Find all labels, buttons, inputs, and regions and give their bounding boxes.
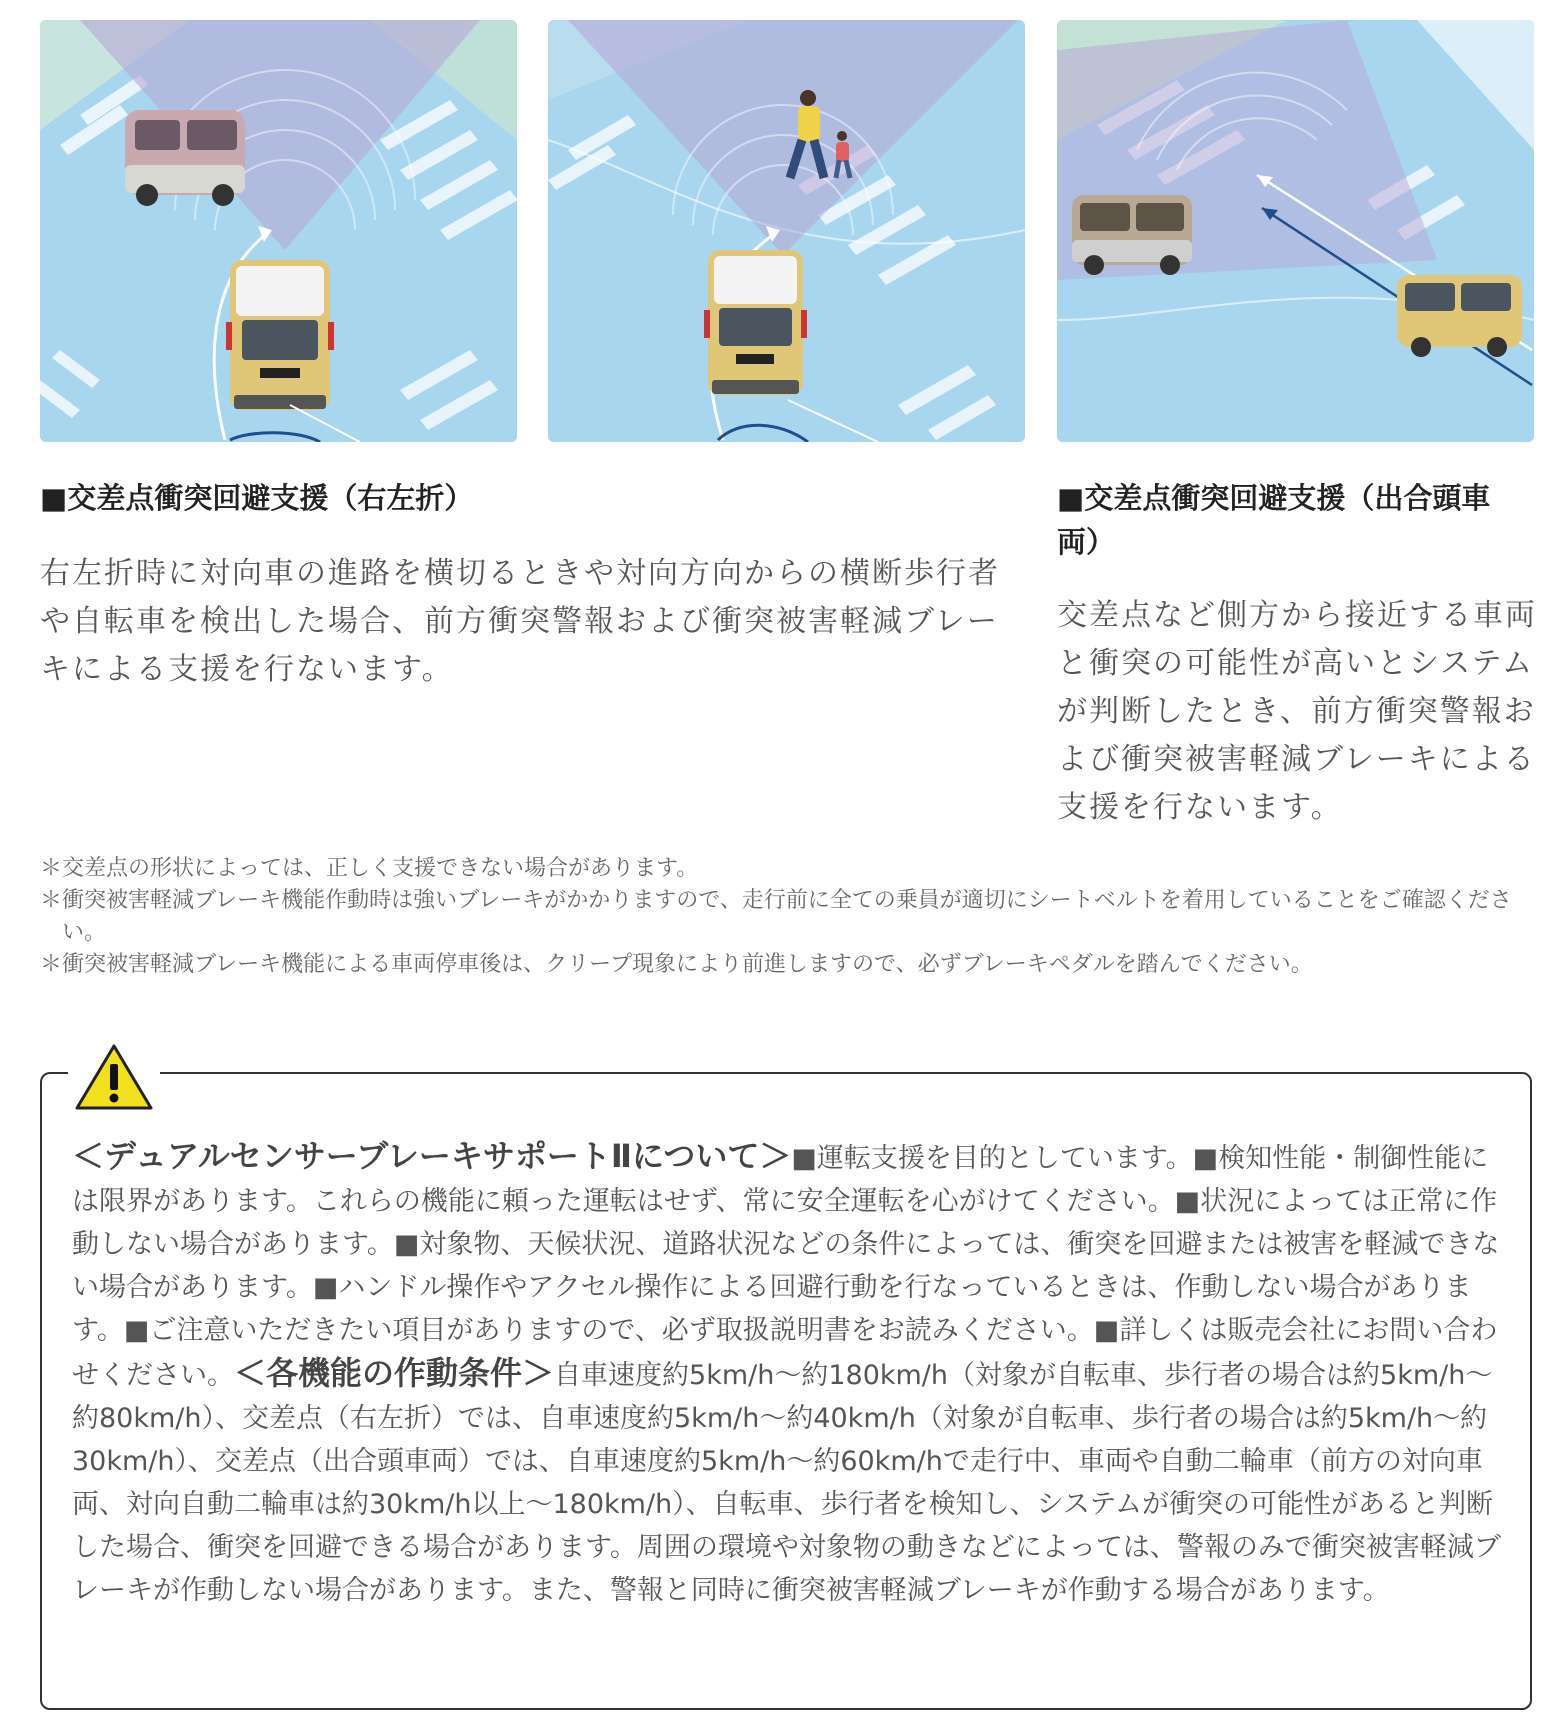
footnote: ＊衝突被害軽減ブレーキ機能作動時は強いブレーキがかかりますので、走行前に全ての乗員が適切にシートベルトを着用していることをご確認ください。: [40, 888, 1512, 945]
warning-text-conditions: 自車速度約5km/h～約180km/h（対象が自転車、歩行者の場合は約5km/h～約80km/h）、交差点（右左折）では、自車速度約5km/h～約40km/h（対象が自転車、歩行者の場合は約5km/h～約30km/h）、交差点（出合頭車両）では、自車速度約5km/h～約60km/hで走行中、車両や自動二輪車（前方の対向車両、対向自動二輪車は約30km/h以上～180km/h）、自転車、歩行者を検知し、システムが衝突の可能性があると判断した場合、衝突を回避できる場合があります。周囲の環境や対象物の動きなどによっては、警報のみで衝突被害軽減ブレーキが作動しない場合があります。また、警報と同時に衝突被害軽減ブレーキが作動する場合があります。: [72, 1360, 1501, 1606]
warning-title-conditions: ＜各機能の作動条件＞: [234, 1354, 555, 1392]
section-body-crossing-vehicle: 交差点など側方から接近する車両と衝突の可能性が高いとシステムが判断したとき、前方衝突警報および衝突被害軽減ブレーキによる支援を行ないます。: [1057, 598, 1537, 825]
figure-crossing-vehicle: [1057, 20, 1534, 442]
figure-right-turn-oncoming-car: [40, 20, 517, 442]
warning-content: [72, 1135, 1502, 1612]
warning-text-dual-sensor: ■運転支援を目的としています。■検知性能・制御性能には限界があります。これらの機能に頼った運転はせず、常に安全運転を心がけてください。■状況によっては正常に作動しない場合があります。■対象物、天候状況、道路状況などの条件によっては、衝突を回避または被害を軽減できない場合があります。■ハンドル操作やアクセル操作による回避行動を行なっているときは、作動しない場合があります。■ご注意いただきたい項目がありますので、必ず取扱説明書をお読みください。■詳しくは販売会社にお問い合わせください。: [72, 1143, 1500, 1391]
footnote: ＊衝突被害軽減ブレーキ機能による車両停車後は、クリープ現象により前進しますので、必ずブレーキペダルを踏んでください。: [40, 952, 1313, 977]
figure-right-turn-pedestrian: [548, 20, 1025, 442]
right-turn-pedestrian-illustration: [548, 20, 1025, 442]
section-heading-right-turn: ■交差点衝突回避支援（右左折）: [40, 481, 474, 515]
footnote: ＊交差点の形状によっては、正しく支援できない場合があります。: [40, 856, 699, 881]
right-turn-oncoming-car-illustration: [40, 20, 517, 442]
crossing-vehicle-illustration: [1057, 20, 1534, 442]
warning-triangle-icon: [68, 1042, 160, 1114]
footnotes: [40, 853, 1540, 981]
section-body-right-turn: 右左折時に対向車の進路を横切るときや対向方向からの横断歩行者や自転車を検出した場合、前方衝突警報および衝突被害軽減ブレーキによる支援を行ないます。: [40, 556, 1000, 687]
section-heading-crossing-vehicle: ■交差点衝突回避支援（出合頭車両）: [1057, 481, 1491, 559]
warning-title-dual-sensor: ＜デュアルセンサーブレーキサポートⅡについて＞: [72, 1137, 792, 1175]
